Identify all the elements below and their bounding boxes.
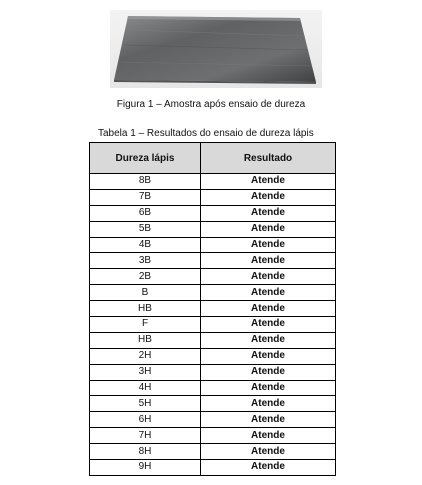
hardness-cell: 3H — [90, 364, 201, 380]
sample-photo — [110, 10, 322, 88]
table-row — [90, 460, 336, 476]
hardness-cell: B — [90, 285, 201, 301]
result-cell: Atende — [201, 460, 336, 476]
table-row — [90, 428, 336, 444]
hardness-cell: 3B — [90, 253, 201, 269]
table-row — [90, 237, 336, 253]
table-row — [90, 221, 336, 237]
result-cell: Atende — [201, 269, 336, 285]
table-row — [90, 364, 336, 380]
table-row — [90, 332, 336, 348]
result-cell: Atende — [201, 301, 336, 317]
table-row — [90, 412, 336, 428]
table-row — [90, 269, 336, 285]
hardness-cell: 4H — [90, 380, 201, 396]
table-row — [90, 348, 336, 364]
table-row — [90, 253, 336, 269]
result-cell: Atende — [201, 412, 336, 428]
table-row — [90, 301, 336, 317]
result-cell: Atende — [201, 364, 336, 380]
result-cell: Atende — [201, 285, 336, 301]
result-cell: Atende — [201, 189, 336, 205]
column-header-hardness: Dureza lápis — [90, 143, 201, 174]
hardness-cell: 4B — [90, 237, 201, 253]
result-cell: Atende — [201, 237, 336, 253]
hardness-cell: 5B — [90, 221, 201, 237]
hardness-cell: 9H — [90, 460, 201, 476]
table-caption: Tabela 1 – Resultados do ensaio de dureza lápis — [98, 128, 314, 139]
hardness-cell: 2H — [90, 348, 201, 364]
result-cell: Atende — [201, 174, 336, 190]
table-header-row — [90, 143, 336, 174]
figure-caption: Figura 1 – Amostra após ensaio de dureza — [116, 99, 306, 110]
hardness-cell: 2B — [90, 269, 201, 285]
hardness-cell: 7H — [90, 428, 201, 444]
result-cell: Atende — [201, 253, 336, 269]
hardness-cell: 8H — [90, 444, 201, 460]
result-cell: Atende — [201, 380, 336, 396]
result-cell: Atende — [201, 428, 336, 444]
hardness-cell: 5H — [90, 396, 201, 412]
table-row — [90, 174, 336, 190]
pencil-hardness-table — [89, 142, 336, 476]
result-cell: Atende — [201, 332, 336, 348]
table-row — [90, 317, 336, 333]
result-cell: Atende — [201, 205, 336, 221]
result-cell: Atende — [201, 444, 336, 460]
result-cell: Atende — [201, 221, 336, 237]
table-row — [90, 396, 336, 412]
table-row — [90, 285, 336, 301]
hardness-cell: F — [90, 317, 201, 333]
hardness-cell: 8B — [90, 174, 201, 190]
result-cell: Atende — [201, 348, 336, 364]
result-cell: Atende — [201, 396, 336, 412]
table-row — [90, 380, 336, 396]
metal-plate-image — [110, 10, 322, 88]
hardness-cell: HB — [90, 301, 201, 317]
table-row — [90, 205, 336, 221]
result-cell: Atende — [201, 317, 336, 333]
hardness-cell: 6B — [90, 205, 201, 221]
hardness-cell: 7B — [90, 189, 201, 205]
column-header-result: Resultado — [201, 143, 336, 174]
hardness-cell: HB — [90, 332, 201, 348]
table-row — [90, 444, 336, 460]
table-row — [90, 189, 336, 205]
hardness-cell: 6H — [90, 412, 201, 428]
